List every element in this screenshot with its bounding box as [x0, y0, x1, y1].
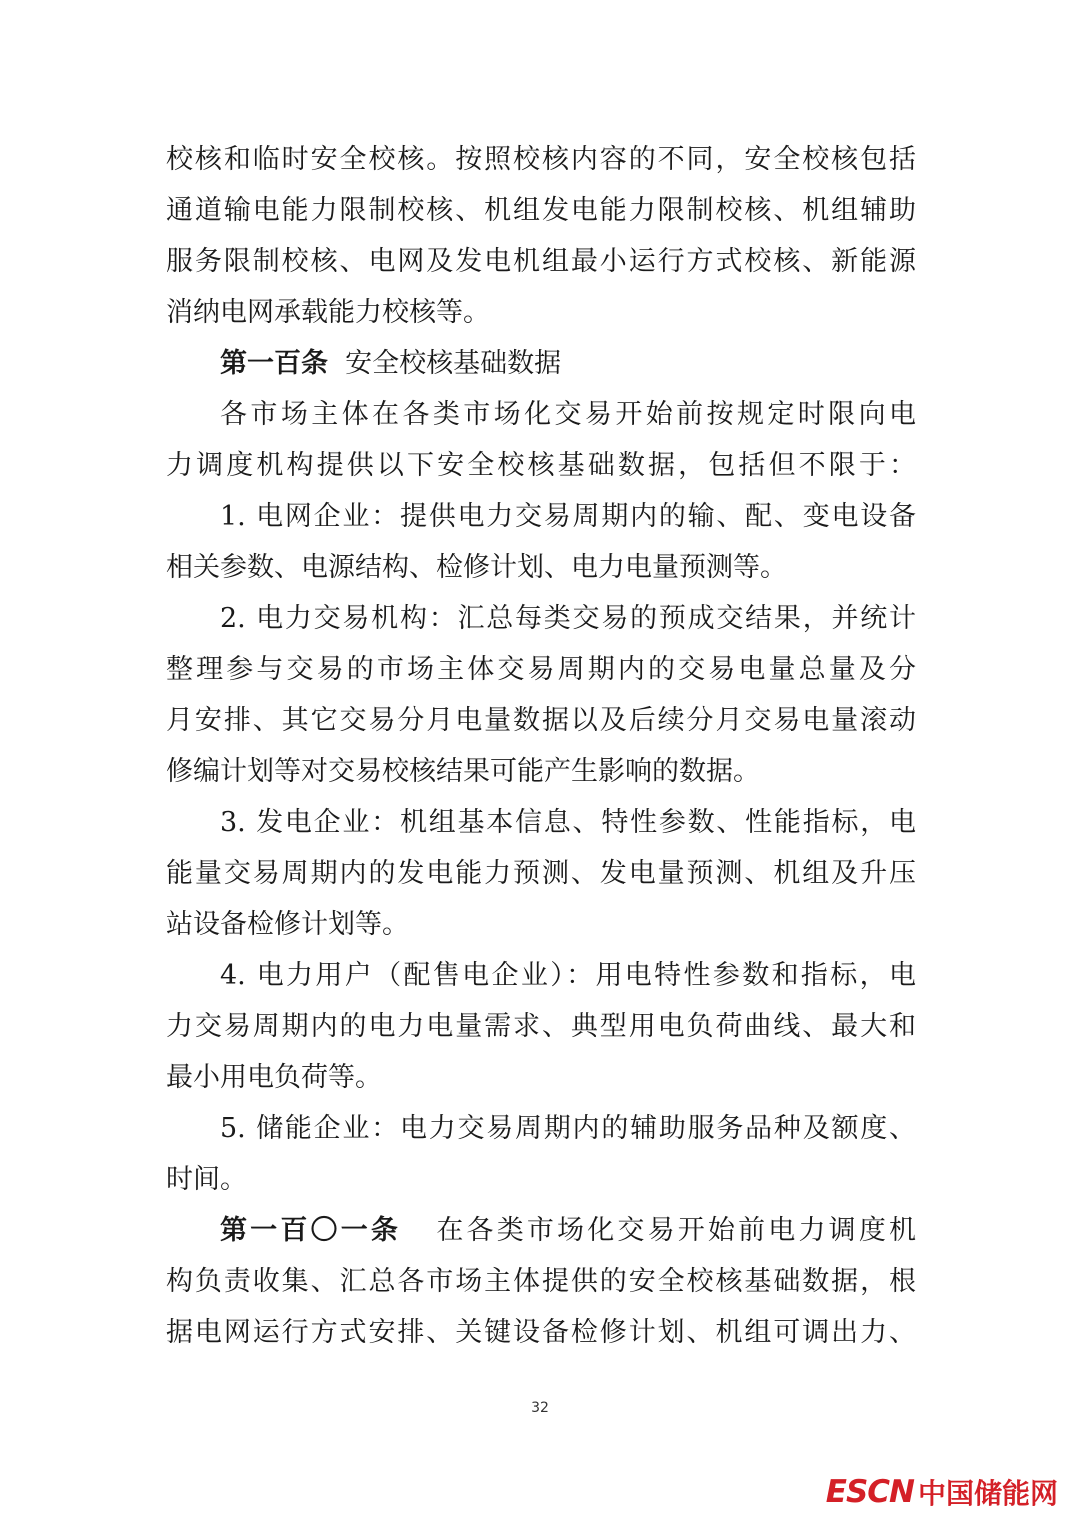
article-first-line: 在各类市场化交易开始前电力调度机	[436, 1215, 916, 1246]
paragraph-line: 各市场主体在各类市场化交易开始前按规定时限向电	[220, 399, 916, 430]
article-label: 第一百〇一条	[220, 1215, 402, 1246]
list-item-line: 最小用电负荷等。	[166, 1062, 382, 1093]
list-item-line: 3. 发电企业：机组基本信息、特性参数、性能指标，电	[220, 807, 916, 838]
list-item-line: 2. 电力交易机构：汇总每类交易的预成交结果，并统计	[220, 603, 916, 634]
list-item-line: 5. 储能企业：电力交易周期内的辅助服务品种及额度、	[220, 1113, 916, 1144]
list-item-line: 修编计划等对交易校核结果可能产生影响的数据。	[166, 756, 760, 787]
paragraph-line: 校核和临时安全校核。按照校核内容的不同，安全校核包括	[166, 144, 916, 175]
article-heading	[220, 1211, 916, 1251]
article-label: 第一百条	[220, 348, 328, 379]
list-item-line: 能量交易周期内的发电能力预测、发电量预测、机组及升压	[166, 858, 916, 889]
list-item-line: 整理参与交易的市场主体交易周期内的交易电量总量及分	[166, 654, 916, 685]
paragraph-line: 力调度机构提供以下安全校核基础数据，包括但不限于：	[166, 450, 916, 481]
paragraph-line: 服务限制校核、电网及发电机组最小运行方式校核、新能源	[166, 246, 916, 277]
escn-watermark-logo	[826, 1470, 1058, 1514]
paragraph-line: 通道输电能力限制校核、机组发电能力限制校核、机组辅助	[166, 195, 916, 226]
list-item-line: 1. 电网企业：提供电力交易周期内的输、配、变电设备	[220, 501, 916, 532]
list-item-line: 站设备检修计划等。	[166, 909, 409, 940]
list-item-line: 力交易周期内的电力电量需求、典型用电负荷曲线、最大和	[166, 1011, 916, 1042]
list-item-line: 4. 电力用户（配售电企业）：用电特性参数和指标，电	[220, 960, 916, 991]
list-item-line: 时间。	[166, 1164, 247, 1195]
paragraph-line: 构负责收集、汇总各市场主体提供的安全校核基础数据，根	[166, 1266, 916, 1297]
paragraph-line: 据电网运行方式安排、关键设备检修计划、机组可调出力、	[166, 1317, 916, 1348]
watermark-name: 中国储能网	[917, 1477, 1058, 1510]
paragraph-line: 消纳电网承载能力校核等。	[166, 297, 490, 328]
page-number: 32	[531, 1400, 549, 1416]
article-heading	[220, 344, 916, 384]
article-title: 安全校核基础数据	[345, 348, 562, 379]
watermark-brand: ESCN	[825, 1474, 914, 1510]
list-item-line: 月安排、其它交易分月电量数据以及后续分月交易电量滚动	[166, 705, 916, 736]
list-item-line: 相关参数、电源结构、检修计划、电力电量预测等。	[166, 552, 787, 583]
